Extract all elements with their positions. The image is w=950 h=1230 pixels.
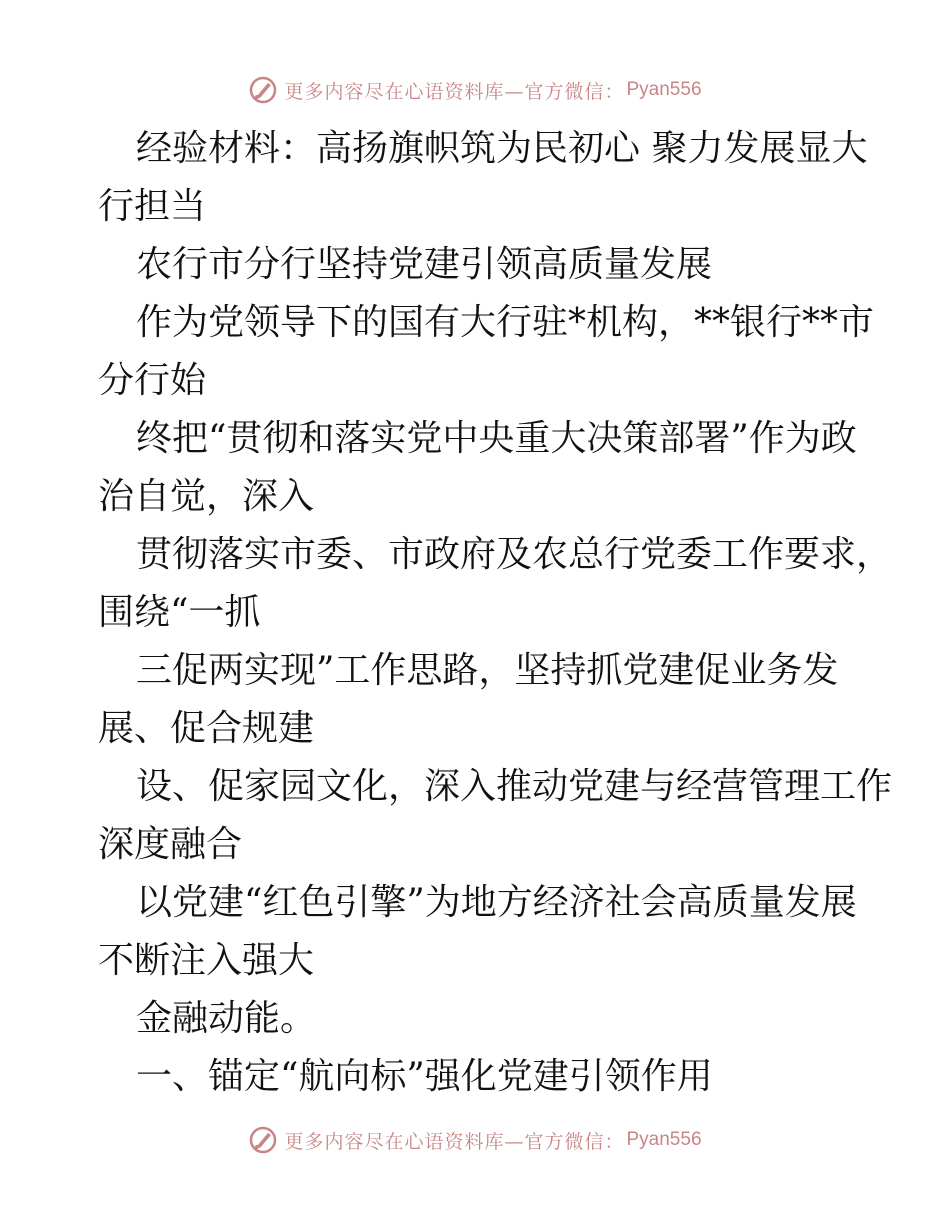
watermark-footer [0,1123,950,1157]
body-line: 经验材料：高扬旗帜筑为民初心 聚力发展显大 [136,128,868,169]
body-line: 作为党领导下的国有大行驻*机构，**银行**市 [136,302,875,343]
watermark-text: 更多内容尽在心语资料库—官方微信： [284,80,625,103]
body-line: 治自觉，深入 [98,476,315,517]
body-line: 展、促合规建 [98,708,315,749]
body-line: 农行市分行坚持党建引领高质量发展 [136,244,713,285]
body-line: 贯彻落实市委、市政府及农总行党委工作要求， [136,534,893,575]
body-line: 金融动能。 [136,998,317,1039]
pen-seal-icon [248,75,278,105]
watermark-id: Pyan556 [626,79,702,100]
body-line: 设、促家园文化，深入推动党建与经营管理工作 [136,766,893,807]
body-line: 行担当 [98,186,207,227]
pen-seal-icon [248,1125,278,1155]
body-line: 深度融合 [98,824,243,865]
body-line: 终把“贯彻和落实党中央重大决策部署”作为政 [136,418,857,459]
section-heading: 一、锚定“航向标”强化党建引领作用 [136,1056,713,1097]
body-line: 以党建“红色引擎”为地方经济社会高质量发展 [136,882,857,923]
body-line: 围绕“一抓 [98,592,261,633]
document-body [98,120,893,1106]
watermark-text: 更多内容尽在心语资料库—官方微信： [284,1130,625,1153]
body-line: 三促两实现”工作思路，坚持抓党建促业务发 [136,650,839,691]
body-line: 不断注入强大 [98,940,315,981]
watermark-header [0,73,950,107]
watermark-id: Pyan556 [626,1129,702,1150]
body-line: 分行始 [98,360,207,401]
